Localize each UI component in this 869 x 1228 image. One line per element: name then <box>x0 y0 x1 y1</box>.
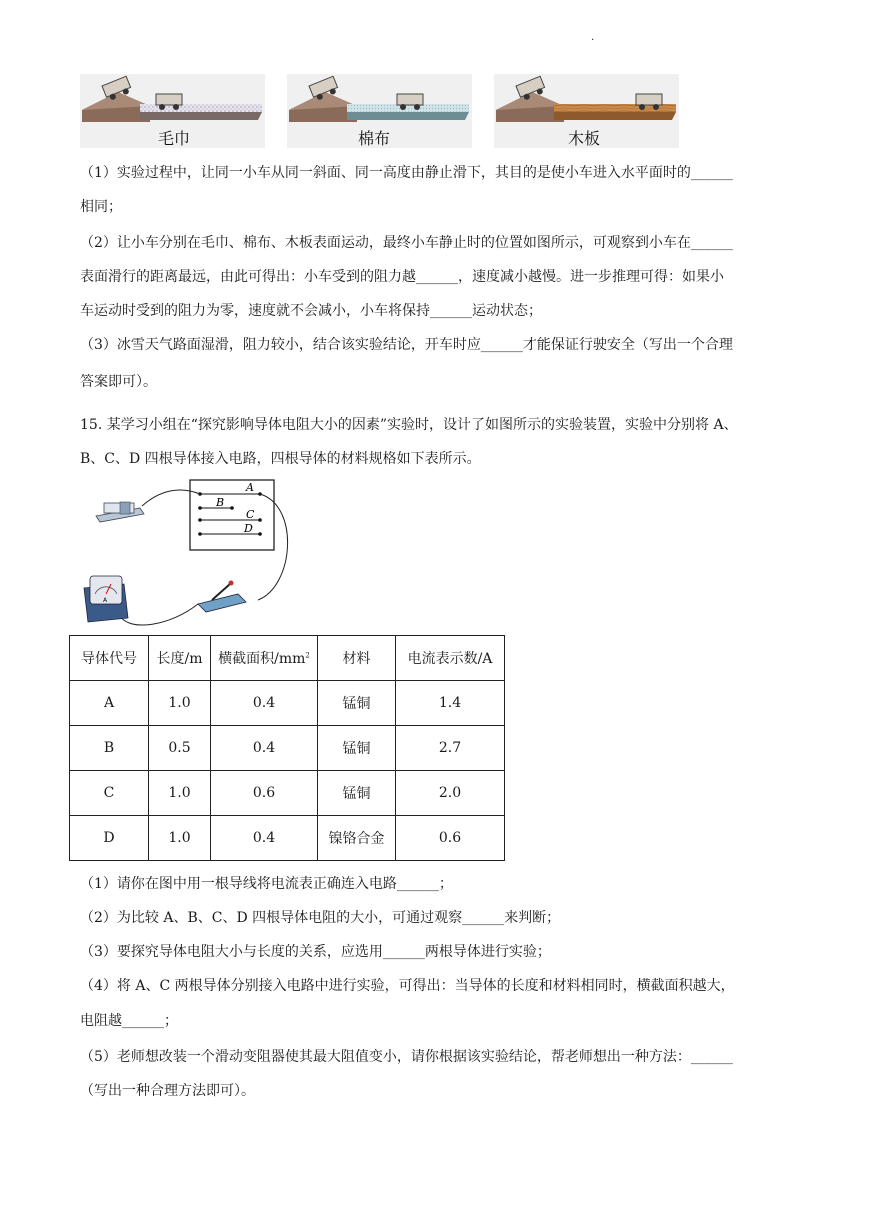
q14-part3-line1: （3）冰雪天气路面湿滑，阻力较小，结合该实验结论，开车时应______才能保证行驶安全（写出一个合理 <box>80 337 733 353</box>
table-header-cell: 材料 <box>318 636 396 681</box>
conductor-label-d: D <box>244 522 253 535</box>
conductor-board <box>190 480 274 550</box>
q15-stem-line1: 15. 某学习小组在“探究影响导体电阻大小的因素”实验时，设计了如图所示的实验装置，实验中分别将 A、 <box>80 417 738 433</box>
table-cell: 1.0 <box>149 681 211 726</box>
q15-part4-line2: 电阻越______； <box>80 1013 178 1029</box>
header-superscript: 2 <box>305 651 310 660</box>
battery-icon <box>96 502 144 522</box>
q15-stem-line2: B、C、D 四根导体接入电路，四根导体的材料规格如下表所示。 <box>80 451 481 467</box>
conductor-table <box>69 635 505 861</box>
conductor-label-c: C <box>246 508 255 521</box>
incline-experiment-figure <box>80 74 680 154</box>
q15-part2: （2）为比较 A、B、C、D 四根导体电阻的大小，可通过观察______来判断； <box>80 910 561 926</box>
q14-part2-line1: （2）让小车分别在毛巾、棉布、木板表面运动，最终小车静止时的位置如图所示，可观察到小车在______ <box>80 235 733 251</box>
table-cell: 0.5 <box>149 726 211 771</box>
q14-part3-line2: 答案即可）。 <box>80 374 157 390</box>
table-cell: 锰铜 <box>318 681 396 726</box>
table-cell: 镍铬合金 <box>318 816 396 861</box>
table-cell: B <box>70 726 149 771</box>
table-row <box>70 771 505 816</box>
ammeter-label: A <box>103 597 108 604</box>
table-cell: D <box>70 816 149 861</box>
table-cell: 2.0 <box>396 771 505 816</box>
board-label: 木板 <box>568 129 601 148</box>
table-cell: 锰铜 <box>318 726 396 771</box>
q15-part5-line2: （写出一种合理方法即可）。 <box>80 1083 255 1099</box>
q15-part4-line1: （4）将 A、C 两根导体分别接入电路中进行实验，可得出：当导体的长度和材料相同时，横截面积越大， <box>80 978 735 994</box>
cotton-label: 棉布 <box>358 129 391 148</box>
table-cell: 0.6 <box>211 771 318 816</box>
conductor-label-a: A <box>246 481 254 494</box>
circuit-figure <box>80 476 300 636</box>
table-header-cell <box>211 636 318 681</box>
q14-part2-line2: 表面滑行的距离最远，由此可得出：小车受到的阻力越______，速度减小越慢。进一步推理可得：如果小 <box>80 269 724 285</box>
table-cell: C <box>70 771 149 816</box>
table-cell: 0.4 <box>211 681 318 726</box>
table-header-cell: 导体代号 <box>70 636 149 681</box>
table-cell: 2.7 <box>396 726 505 771</box>
q15-part5-line1: （5）老师想改装一个滑动变阻器使其最大阻值变小，请你根据该实验结论，帮老师想出一种方法：______ <box>80 1049 733 1065</box>
q14-part2-line3: 车运动时受到的阻力为零，速度就不会减小，小车将保持______运动状态； <box>80 303 542 319</box>
table-header-cell: 电流表示数/A <box>396 636 505 681</box>
table-cell: 锰铜 <box>318 771 396 816</box>
q14-part1-line2: 相同； <box>80 199 122 215</box>
switch-icon <box>198 581 246 613</box>
table-cell: 1.4 <box>396 681 505 726</box>
q15-part1: （1）请你在图中用一根导线将电流表正确连入电路______； <box>80 876 453 892</box>
table-header-row <box>70 636 505 681</box>
table-cell: 0.4 <box>211 726 318 771</box>
table-cell: 0.6 <box>396 816 505 861</box>
table-row <box>70 681 505 726</box>
circuit-illustration <box>80 476 300 636</box>
header-dot: . <box>591 32 595 43</box>
table-row <box>70 726 505 771</box>
table-cell: 1.0 <box>149 771 211 816</box>
q14-part1-line1: （1）实验过程中，让同一小车从同一斜面、同一高度由静止滑下，其目的是使小车进入水平面时的______ <box>80 165 733 181</box>
table-cell: A <box>70 681 149 726</box>
table-header-cell: 长度/m <box>149 636 211 681</box>
table-cell: 0.4 <box>211 816 318 861</box>
conductor-label-b: B <box>216 496 225 509</box>
table-cell: 1.0 <box>149 816 211 861</box>
cross-section-header: 横截面积/mm <box>218 651 306 667</box>
table-row <box>70 816 505 861</box>
towel-label: 毛巾 <box>158 129 191 148</box>
q15-part3: （3）要探究导体电阻大小与长度的关系，应选用______两根导体进行实验； <box>80 944 551 960</box>
ammeter-icon <box>84 576 128 622</box>
